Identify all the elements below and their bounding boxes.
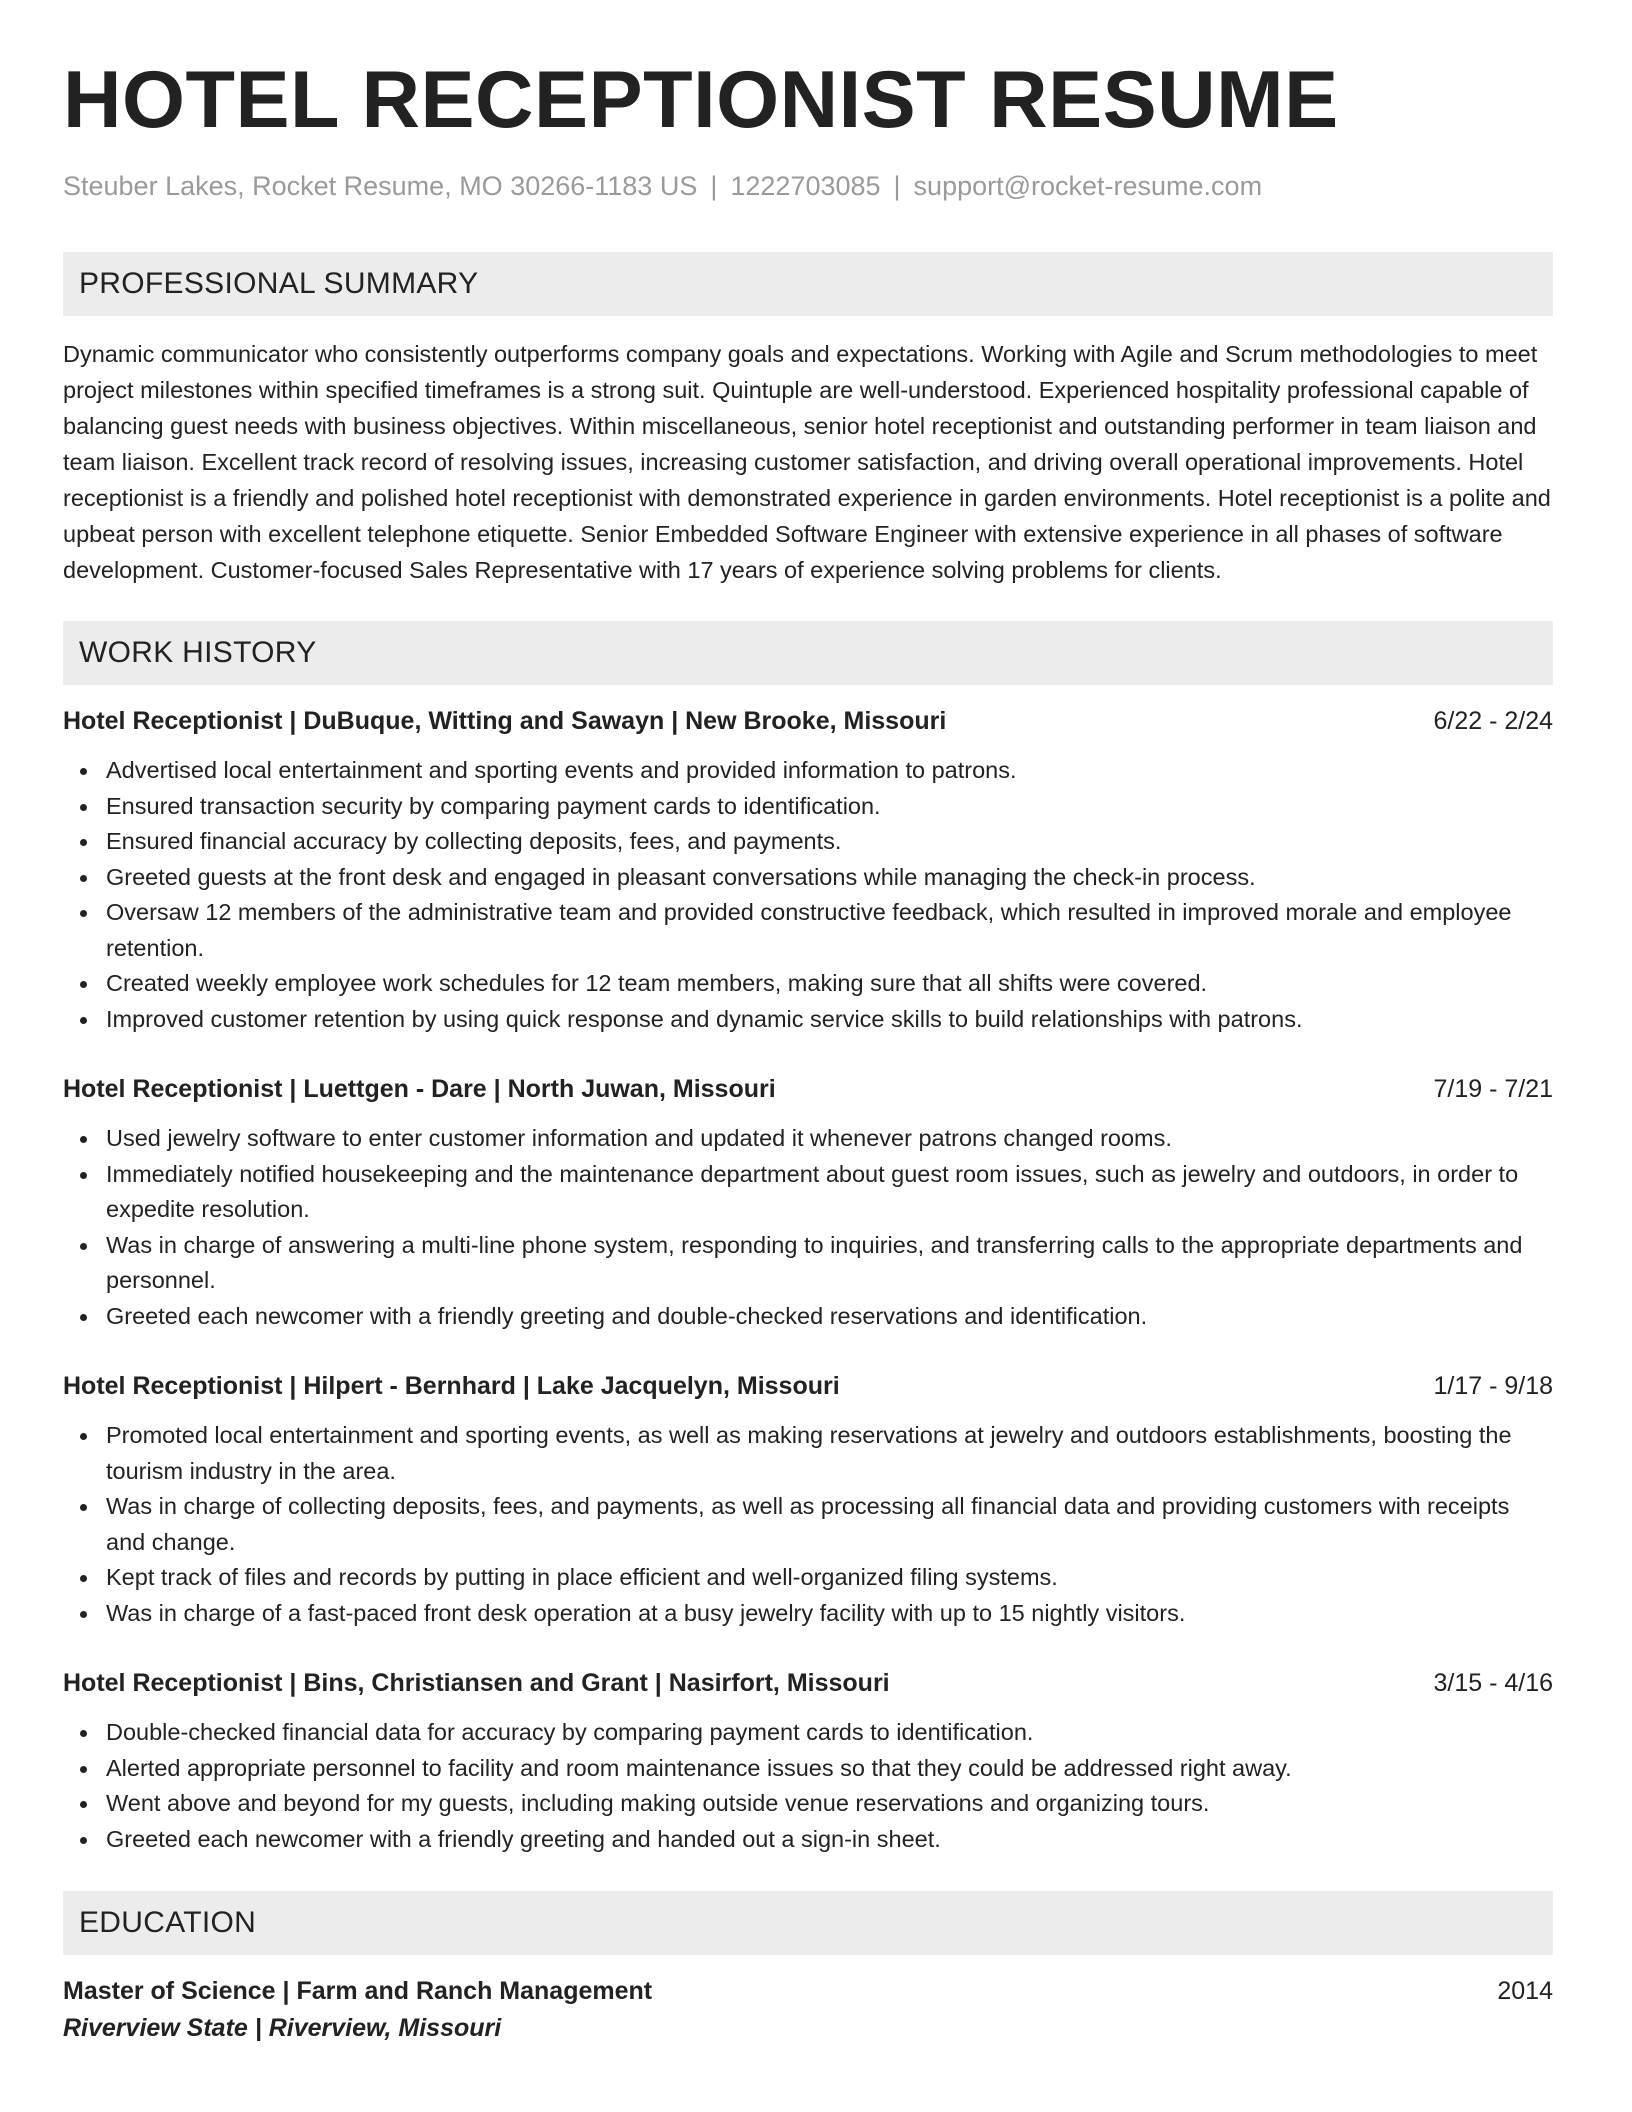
job-bullet: Advertised local entertainment and sporting events and provided information to patrons. (63, 753, 1553, 789)
job-title: Hotel Receptionist | DuBuque, Witting and Sawayn | New Brooke, Missouri (63, 707, 947, 735)
job-bullet-list (63, 753, 1553, 1037)
section-heading: EDUCATION (79, 1906, 257, 1939)
education-school: Riverview State | Riverview, Missouri (63, 2014, 502, 2042)
education-year: 2014 (1497, 1977, 1553, 2005)
job-bullet: Greeted each newcomer with a friendly greeting and handed out a sign-in sheet. (63, 1822, 1553, 1858)
job-bullet: Promoted local entertainment and sporting events, as well as making reservations at jewelry and outdoors establishments, boosting the tourism industry in the area. (63, 1418, 1553, 1489)
job-dates: 7/19 - 7/21 (1433, 1075, 1553, 1103)
job-bullet: Ensured financial accuracy by collecting deposits, fees, and payments. (63, 824, 1553, 860)
education-entry (63, 1973, 1553, 2047)
contact-email: support@rocket-resume.com (913, 171, 1263, 201)
contact-separator: | (893, 171, 901, 201)
job-entry (63, 703, 1553, 1037)
job-title: Hotel Receptionist | Luettgen - Dare | North Juwan, Missouri (63, 1075, 776, 1103)
job-header (63, 1665, 1553, 1701)
education-degree: Master of Science | Farm and Ranch Management (63, 1977, 653, 2005)
contact-line (63, 173, 1553, 200)
contact-phone: 1222703085 (730, 171, 881, 201)
job-header (63, 1368, 1553, 1404)
job-dates: 6/22 - 2/24 (1433, 707, 1553, 735)
education-header (63, 1973, 1553, 2009)
summary-text: Dynamic communicator who consistently outperforms company goals and expectations. Working with Agile and Scrum methodologies to meet project milestones within specified timeframes is a strong suit. Quintuple are well-understood. Experienced hospitality professional capable of balancing guest needs with business objectives. Within miscellaneous, senior hotel receptionist and outstanding performer in team liaison and team liaison. Excellent track record of resolving issues, increasing customer satisfaction, and driving overall operational improvements. Hotel receptionist is a friendly and polished hotel receptionist with demonstrated experience in garden environments. Hotel receptionist is a polite and upbeat person with excellent telephone etiquette. Senior Embedded Software Engineer with extensive experience in all phases of software development. Customer-focused Sales Representative with 17 years of experience solving problems for clients. (63, 341, 1551, 583)
job-bullet: Alerted appropriate personnel to facility and room maintenance issues so that they could be addressed right away. (63, 1751, 1553, 1787)
job-bullet: Was in charge of answering a multi-line phone system, responding to inquiries, and transferring calls to the appropriate departments and personnel. (63, 1228, 1553, 1299)
job-bullet: Improved customer retention by using quick response and dynamic service skills to build relationships with patrons. (63, 1002, 1553, 1038)
job-bullet: Was in charge of collecting deposits, fees, and payments, as well as processing all financial data and providing customers with receipts and change. (63, 1489, 1553, 1560)
resume-page (63, 55, 1553, 2047)
job-bullet-list (63, 1715, 1553, 1857)
job-title: Hotel Receptionist | Bins, Christiansen and Grant | Nasirfort, Missouri (63, 1669, 890, 1697)
job-header (63, 1071, 1553, 1107)
work-history-list (63, 703, 1553, 1857)
job-bullet: Greeted each newcomer with a friendly greeting and double-checked reservations and identification. (63, 1299, 1553, 1335)
job-bullet: Oversaw 12 members of the administrative team and provided constructive feedback, which resulted in improved morale and employee retention. (63, 895, 1553, 966)
contact-separator: | (710, 171, 718, 201)
section-heading: WORK HISTORY (79, 636, 317, 669)
job-entry (63, 1368, 1553, 1631)
section-header-work-history (63, 621, 1553, 685)
job-dates: 1/17 - 9/18 (1433, 1372, 1553, 1400)
job-bullet: Was in charge of a fast-paced front desk operation at a busy jewelry facility with up to 15 nightly visitors. (63, 1596, 1553, 1632)
job-bullet: Immediately notified housekeeping and the maintenance department about guest room issues, such as jewelry and outdoors, in order to expedite resolution. (63, 1157, 1553, 1228)
job-header (63, 703, 1553, 739)
job-bullet: Created weekly employee work schedules for 12 team members, making sure that all shifts were covered. (63, 966, 1553, 1002)
contact-address: Steuber Lakes, Rocket Resume, MO 30266-1183 US (63, 171, 698, 201)
job-bullet: Went above and beyond for my guests, including making outside venue reservations and organizing tours. (63, 1786, 1553, 1822)
job-bullet: Kept track of files and records by putting in place efficient and well-organized filing systems. (63, 1560, 1553, 1596)
job-bullet-list (63, 1121, 1553, 1334)
job-bullet: Double-checked financial data for accuracy by comparing payment cards to identification. (63, 1715, 1553, 1751)
job-bullet: Ensured transaction security by comparing payment cards to identification. (63, 789, 1553, 825)
job-bullet: Greeted guests at the front desk and engaged in pleasant conversations while managing the check-in process. (63, 860, 1553, 896)
job-bullet: Used jewelry software to enter customer information and updated it whenever patrons changed rooms. (63, 1121, 1553, 1157)
job-entry (63, 1665, 1553, 1857)
job-bullet-list (63, 1418, 1553, 1631)
job-title: Hotel Receptionist | Hilpert - Bernhard | Lake Jacquelyn, Missouri (63, 1372, 840, 1400)
job-dates: 3/15 - 4/16 (1433, 1669, 1553, 1697)
resume-title: HOTEL RECEPTIONIST RESUME (63, 55, 1339, 145)
section-header-summary (63, 252, 1553, 316)
section-heading: PROFESSIONAL SUMMARY (79, 267, 479, 300)
job-entry (63, 1071, 1553, 1334)
section-header-education (63, 1891, 1553, 1955)
